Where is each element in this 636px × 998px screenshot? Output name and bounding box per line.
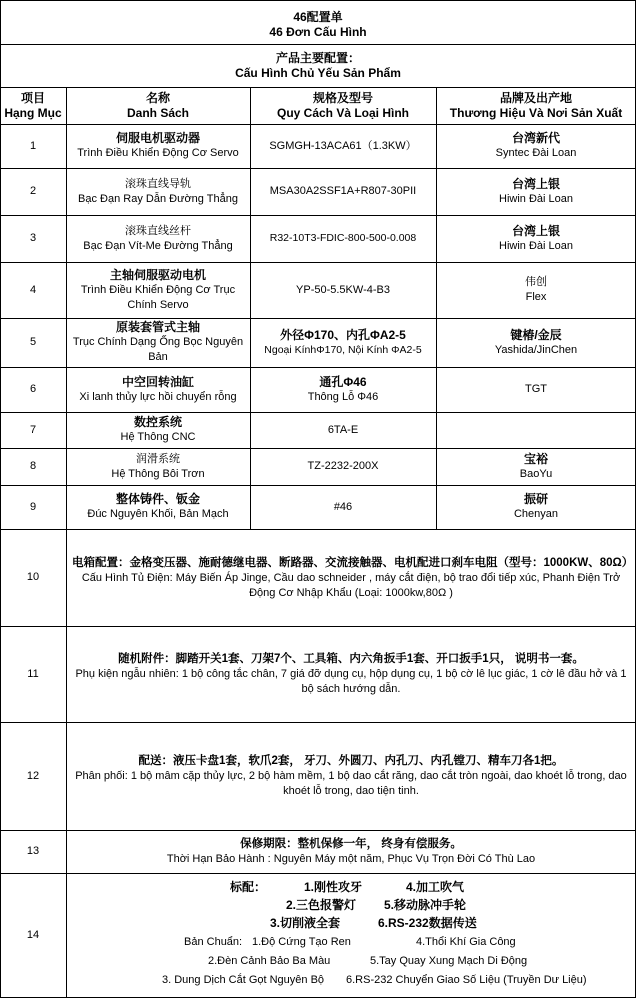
brand-vietnamese: Yashida/JinChen <box>494 343 578 356</box>
standard-item-vietnamese: 4.Thổi Khí Gia Công <box>416 936 516 948</box>
spec-vietnamese: Ngoại KínhΦ170, Nội Kính ΦA2-5 <box>264 343 422 356</box>
brand-chinese: 伟创 <box>525 276 547 288</box>
table-row-name <box>66 367 250 412</box>
name-chinese: 滚珠直线导轨 <box>125 177 191 190</box>
spec-value: TZ-2232-200X <box>307 460 379 472</box>
standard-item-vietnamese: 2.Đèn Cảnh Bảo Ba Màu <box>208 955 331 967</box>
row-number: 7 <box>29 423 37 436</box>
table-row-name <box>66 262 250 318</box>
brand-vietnamese: BaoYu <box>519 467 553 480</box>
row-number: 10 <box>26 571 40 583</box>
header-name-chinese: 名称 <box>145 90 170 105</box>
row-number: 4 <box>29 283 37 296</box>
name-vietnamese: Hệ Thông Bôi Trơn <box>111 467 205 480</box>
warranty-vietnamese: Thời Hạn Bảo Hành : Nguyên Máy một năm, Phục Vụ Trọn Đời Có Thù Lao <box>166 853 536 865</box>
name-vietnamese: Đúc Nguyên Khối, Bản Mạch <box>87 508 229 520</box>
electrical-config-vietnamese: Cấu Hình Tủ Điện: Máy Biến Áp Jinge, Cầu dao schneider , máy cắt điện, bộ trao đổi tiếp xúc, Phanh Điện Trở Động Cơ Nhập Khẩu (Loại: 1000kw,80Ω ) <box>81 571 621 599</box>
brand-vietnamese: Hiwin Đài Loan <box>499 192 573 205</box>
delivery <box>66 722 636 830</box>
row-number: 1 <box>29 139 37 152</box>
table-row-brand <box>436 367 636 412</box>
section-title-chinese: 产品主要配置： <box>275 50 360 65</box>
name-vietnamese: Hệ Thông CNC <box>120 431 196 443</box>
brand-chinese: 宝裕 <box>523 451 548 466</box>
name-chinese: 伺服电机驱动器 <box>115 131 200 145</box>
accessories <box>66 626 636 722</box>
standard-item-chinese: 2.三色报警灯 <box>286 898 357 912</box>
brand-chinese: 台湾新代 <box>511 131 560 145</box>
table-row-spec <box>250 412 436 448</box>
spec-value: #46 <box>333 500 353 513</box>
standard-item-chinese: 5.移动脉冲手轮 <box>384 898 467 912</box>
delivery-chinese: 配送：液压卡盘1套，软爪2套， 牙刀、外圆刀、内孔刀、内孔镗刀、精车刀各1把。 <box>138 755 564 767</box>
header-spec-chinese: 规格及型号 <box>312 90 373 105</box>
name-vietnamese: Bạc Đạn Ray Dẫn Đường Thẳng <box>78 192 238 205</box>
brand-vietnamese: Chenyan <box>513 508 559 520</box>
section-title-vietnamese: Cấu Hình Chủ Yếu Sản Phẩm <box>235 65 401 80</box>
name-chinese: 滚珠直线丝杆 <box>125 224 191 237</box>
standard-item-vietnamese: 5.Tay Quay Xung Mạch Di Động <box>370 955 528 967</box>
header-item-chinese: 项目 <box>20 90 45 105</box>
row-number: 6 <box>29 383 37 395</box>
standard-item-vietnamese: 1.Độ Cứng Tạo Ren <box>252 936 351 948</box>
name-chinese: 整体铸件、钣金 <box>115 492 200 506</box>
name-vietnamese: Trục Chính Dạng Ống Bọc Nguyên Bản <box>72 336 244 363</box>
header-item-vietnamese: Hạng Mục <box>4 105 62 120</box>
row-number: 3 <box>29 232 37 244</box>
row-number: 5 <box>29 336 37 348</box>
spec-vietnamese: Thông Lỗ Φ46 <box>307 390 379 403</box>
table-row-name <box>66 485 250 529</box>
accessories-vietnamese: Phụ kiện ngẫu nhiên: 1 bộ công tắc chân, 7 giá đỡ dụng cụ, hộp dụng cụ, 1 bộ cờ lê lục giác, 1 cờ lê đầu hở và 1 bộ sách hướng dẫn. <box>75 668 627 695</box>
row-number: 12 <box>26 769 40 782</box>
table-row-spec <box>250 215 436 262</box>
table-row-name <box>66 124 250 168</box>
column-header-brand <box>436 87 636 124</box>
electrical-config <box>66 529 636 626</box>
standard-item-chinese: 4.加工吹气 <box>406 880 465 894</box>
spec-value: MSA30A2SSF1A+R807-30PII <box>269 185 417 197</box>
spec-value: 6TA-E <box>327 423 359 436</box>
name-chinese: 中空回转油缸 <box>121 374 194 389</box>
row-number: 2 <box>29 185 37 197</box>
header-spec-vietnamese: Quy Cách Và Loại Hình <box>276 105 410 120</box>
spec-chinese: 外径Φ170、内孔ΦA2-5 <box>280 327 406 342</box>
column-header-spec <box>250 87 436 124</box>
name-chinese: 原装套管式主轴 <box>115 320 200 334</box>
standard-item-vietnamese: 3. Dung Dịch Cắt Gọt Nguyên Bộ <box>162 974 325 986</box>
brand-vietnamese: TGT <box>525 383 547 395</box>
table-row-name <box>66 448 250 485</box>
standard-item-chinese: 6.RS-232数据传送 <box>378 916 477 930</box>
name-chinese: 润滑系统 <box>136 452 180 465</box>
column-header-name <box>66 87 250 124</box>
table-row-name <box>66 168 250 215</box>
table-row-spec <box>250 318 436 367</box>
table-row-spec <box>250 367 436 412</box>
table-row-name <box>66 412 250 448</box>
table-row-name <box>66 215 250 262</box>
electrical-config-chinese: 电箱配置：金格变压器、施耐德继电器、断路器、交流接触器、电机配进口刹车电阻（型号：1000KW、80Ω） <box>72 556 634 569</box>
brand-vietnamese: Hiwin Đài Loan <box>499 239 573 252</box>
table-row-name <box>66 318 250 367</box>
header-brand-chinese: 品牌及出产地 <box>499 90 572 105</box>
table-row-spec <box>250 262 436 318</box>
warranty-chinese: 保修期限：整机保修一年， 终身有偿服务。 <box>240 838 462 850</box>
brand-chinese: 台湾上银 <box>511 223 560 238</box>
spec-value: R32-10T3-FDIC-800-500-0.008 <box>269 232 417 244</box>
standard-item-chinese: 3.切削液全套 <box>270 916 341 930</box>
table-row-brand <box>436 262 636 318</box>
standard-config <box>66 873 636 998</box>
brand-vietnamese: Flex <box>525 291 547 303</box>
row-number: 9 <box>29 500 37 513</box>
brand-vietnamese: Syntec Đài Loan <box>495 147 577 159</box>
column-header-item <box>0 87 66 124</box>
name-chinese: 数控系统 <box>133 415 182 429</box>
brand-chinese: 键椿/金辰 <box>510 327 562 342</box>
document-title-chinese: 46配置单 <box>293 10 343 24</box>
standard-label-chinese: 标配： <box>230 880 267 894</box>
table-row-spec <box>250 448 436 485</box>
spec-value: YP-50-5.5KW-4-B3 <box>296 283 390 296</box>
document-title-vietnamese: 46 Đơn Cấu Hình <box>269 25 367 39</box>
row-number: 11 <box>27 667 39 680</box>
table-row-brand <box>436 124 636 168</box>
name-vietnamese: Bạc Đạn Vít-Me Đường Thẳng <box>83 239 233 252</box>
table-row-brand <box>436 215 636 262</box>
table-row-brand <box>436 448 636 485</box>
name-vietnamese: Trình Điều Khiển Động Cơ Trục Chính Servo <box>80 283 236 311</box>
header-brand-vietnamese: Thương Hiệu Và Nơi Sản Xuất <box>449 105 623 120</box>
row-number: 8 <box>29 460 37 472</box>
name-vietnamese: Trình Điều Khiển Động Cơ Servo <box>77 147 239 159</box>
name-vietnamese: Xi lanh thủy lực hồi chuyển rỗng <box>79 390 237 403</box>
brand-chinese: 台湾上银 <box>511 176 560 191</box>
table-row-spec <box>250 124 436 168</box>
row-number: 13 <box>26 845 40 857</box>
row-number: 14 <box>26 929 40 941</box>
table-row-spec <box>250 485 436 529</box>
standard-item-chinese: 1.刚性攻牙 <box>304 880 363 894</box>
table-row-brand <box>436 485 636 529</box>
warranty <box>66 830 636 873</box>
table-row-spec <box>250 168 436 215</box>
standard-label-vietnamese: Bản Chuẩn: <box>184 936 243 948</box>
accessories-chinese: 随机附件：脚踏开关1套、刀架7个、工具箱、内六角扳手1套、开口扳手1只， 说明书一套。 <box>118 653 584 665</box>
delivery-vietnamese: Phân phối: 1 bộ mâm cặp thủy lực, 2 bộ hàm mềm, 1 bộ dao cắt răng, dao cắt tròn ngoài, dao khoét lỗ trong, dao khoét lỗ trong, dao tiện tinh. <box>75 770 627 797</box>
table-row-brand <box>436 318 636 367</box>
header-name-vietnamese: Danh Sách <box>126 105 189 120</box>
brand-chinese: 振研 <box>523 492 548 506</box>
spec-chinese: 通孔Φ46 <box>319 374 367 389</box>
name-chinese: 主轴伺服驱动电机 <box>109 267 206 282</box>
section-header <box>0 44 636 87</box>
table-row-brand <box>436 168 636 215</box>
standard-item-vietnamese: 6.RS-232 Chuyển Giao Số Liệu (Truyền Dư Liệu) <box>346 974 587 986</box>
spec-value: SGMGH-13ACA61（1.3KW） <box>269 139 417 152</box>
